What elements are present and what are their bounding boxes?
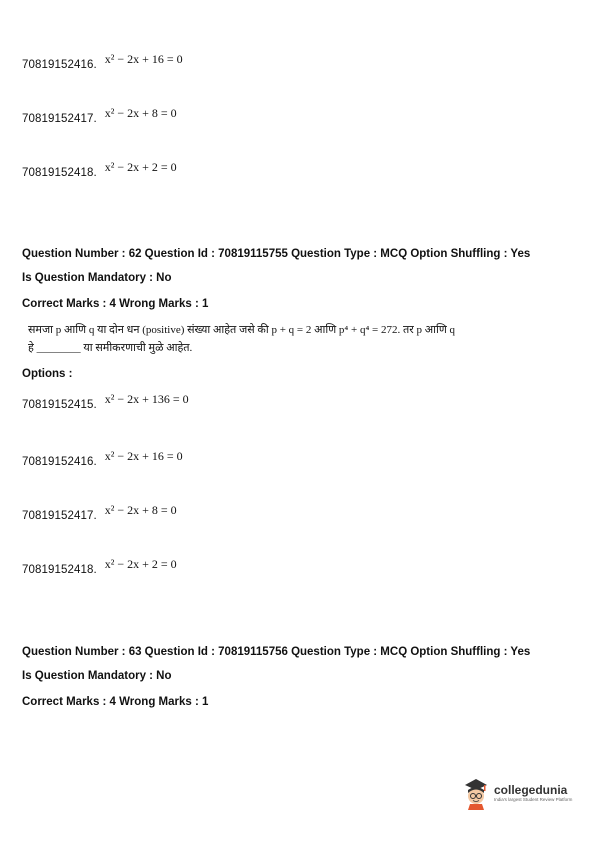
option-id: 70819152418. xyxy=(22,564,97,576)
option-row xyxy=(22,160,177,179)
option-id: 70819152416. xyxy=(22,456,97,468)
option-equation: x² − 2x + 2 = 0 xyxy=(104,557,177,571)
question-stem-line1: समजा p आणि q या दोन धन (positive) संख्या आहेत जसे की p + q = 2 आणि p⁴ + q⁴ = 272. तर p आणि q xyxy=(28,324,456,336)
option-equation: x² − 2x + 8 = 0 xyxy=(104,503,177,517)
logo-tagline: India's largest Student Review Platform xyxy=(494,796,573,802)
option-equation: x² − 2x + 8 = 0 xyxy=(104,106,177,120)
question-marks: Correct Marks : 4 Wrong Marks : 1 xyxy=(22,696,209,708)
question-header: Question Number : 62 Question Id : 70819115755 Question Type : MCQ Option Shuffling : Yes xyxy=(22,248,531,260)
option-row xyxy=(22,106,177,125)
option-equation: x² − 2x + 16 = 0 xyxy=(104,52,183,66)
option-equation: x² − 2x + 2 = 0 xyxy=(104,160,177,174)
option-row xyxy=(22,449,183,468)
question-stem-line2: हे ________ या समीकरणाची मुळे आहेत. xyxy=(28,342,193,354)
graduate-mascot-icon xyxy=(462,776,490,810)
logo-name: collegedunia xyxy=(494,782,568,797)
question-marks: Correct Marks : 4 Wrong Marks : 1 xyxy=(22,298,209,310)
question-mandatory: Is Question Mandatory : No xyxy=(22,272,172,284)
option-id: 70819152418. xyxy=(22,167,97,179)
option-equation: x² − 2x + 16 = 0 xyxy=(104,449,183,463)
option-id: 70819152415. xyxy=(22,399,97,411)
question-mandatory: Is Question Mandatory : No xyxy=(22,670,172,682)
logo-text-block xyxy=(494,784,572,803)
option-row xyxy=(22,392,189,411)
option-id: 70819152417. xyxy=(22,113,97,125)
question-header: Question Number : 63 Question Id : 70819115756 Question Type : MCQ Option Shuffling : Yes xyxy=(22,646,531,658)
option-row xyxy=(22,557,177,576)
option-row xyxy=(22,503,177,522)
option-equation: x² − 2x + 136 = 0 xyxy=(104,392,189,406)
options-label: Options : xyxy=(22,368,73,380)
collegedunia-logo xyxy=(462,776,572,810)
option-row xyxy=(22,52,183,71)
option-id: 70819152416. xyxy=(22,59,97,71)
option-id: 70819152417. xyxy=(22,510,97,522)
